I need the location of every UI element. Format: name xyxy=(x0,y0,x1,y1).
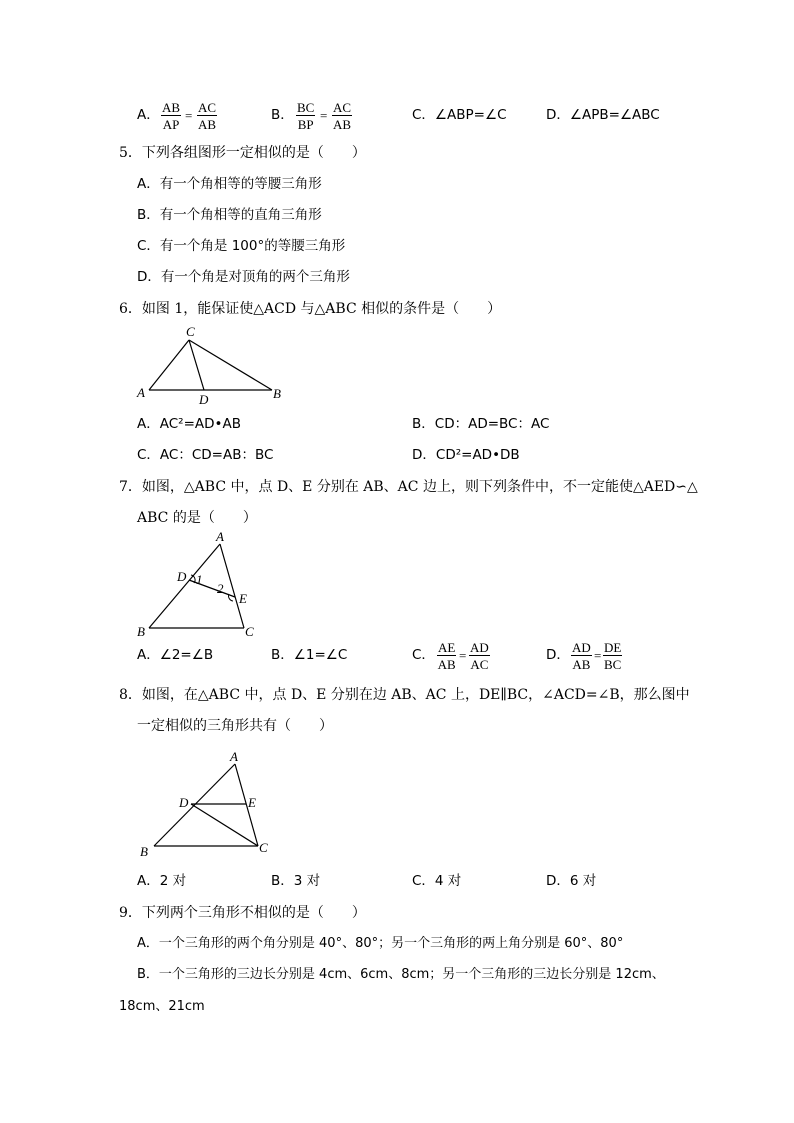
q4-option-b-label: B． xyxy=(271,107,294,123)
q5-option-a: A．有一个角相等的等腰三角形 xyxy=(137,176,322,192)
q5-stem: 5．下列各组图形一定相似的是（ ） xyxy=(119,145,366,161)
q7-option-d-label: D． xyxy=(546,647,570,663)
q6-option-a: A．AC²=AD•AB xyxy=(137,416,241,432)
q9-option-a: A．一个三角形的两个角分别是 40°、80°；另一个三角形的两上角分别是 60°、80° xyxy=(137,936,624,951)
vertex-label-e: E xyxy=(248,795,256,810)
q7-option-d-fraction-2 xyxy=(603,641,622,671)
denominator: AB xyxy=(572,657,591,672)
q4-option-a-fraction-2 xyxy=(197,101,217,131)
vertex-label-a: A xyxy=(230,749,238,764)
vertex-label-b: B xyxy=(273,386,281,401)
q5-option-c: C．有一个角是 100°的等腰三角形 xyxy=(137,238,346,254)
numerator: BC xyxy=(297,100,315,115)
numerator: AD xyxy=(572,640,591,655)
q8-triangle-figure xyxy=(134,748,284,860)
denominator: AB xyxy=(333,117,352,132)
q7-triangle-figure xyxy=(134,530,264,640)
q4-option-a-fraction-1 xyxy=(161,101,181,131)
angle-label-1: 1 xyxy=(196,572,203,587)
q9-option-b-line-1: B．一个三角形的三边长分别是 4cm、6cm、8cm；另一个三角形的三边长分别是 12cm、 xyxy=(137,967,665,982)
q6-option-c: C．AC：CD=AB：BC xyxy=(137,447,274,463)
vertex-label-d: D xyxy=(179,795,189,810)
vertex-label-a: A xyxy=(216,530,224,544)
q8-stem-line-1: 8．如图，在△ABC 中，点 D、E 分别在边 AB、AC 上，DE∥BC，∠ACD=∠B，那么图中 xyxy=(119,687,690,703)
numerator: AE xyxy=(438,640,456,655)
q4-option-a-label: A． xyxy=(137,107,160,123)
q7-option-c-fraction-1 xyxy=(437,641,456,671)
q4-option-b-fraction-2 xyxy=(332,101,352,131)
angle-label-2: 2 xyxy=(217,581,224,596)
q8-stem-line-2: 一定相似的三角形共有（ ） xyxy=(137,718,333,734)
q7-option-d-fraction-1 xyxy=(571,641,592,671)
vertex-label-b: B xyxy=(140,844,148,859)
vertex-label-d: D xyxy=(199,392,209,406)
q4-option-c: C．∠ABP=∠C xyxy=(412,107,507,123)
q8-option-c: C．4 对 xyxy=(412,873,462,889)
q7-stem-line-1: 7．如图，△ABC 中，点 D、E 分别在 AB、AC 边上，则下列条件中，不一定能使△AED∽△ xyxy=(119,479,698,495)
q6-triangle-figure xyxy=(134,324,294,406)
q5-option-b: B．有一个角相等的直角三角形 xyxy=(137,207,322,223)
numerator: DE xyxy=(604,640,622,655)
numerator: AD xyxy=(470,640,489,655)
denominator: BC xyxy=(604,657,622,672)
q4-option-b-fraction-1 xyxy=(296,101,315,131)
q9-option-b-line-2: 18cm、21cm xyxy=(119,999,205,1014)
q8-option-a: A．2 对 xyxy=(137,873,187,889)
equals-sign: = xyxy=(459,648,467,663)
denominator: AB xyxy=(437,657,456,672)
equals-sign: = xyxy=(594,648,602,663)
numerator: AC xyxy=(198,100,217,115)
vertex-label-d: D xyxy=(177,569,187,584)
q6-option-b: B．CD：AD=BC：AC xyxy=(412,416,550,432)
q5-option-d: D．有一个角是对顶角的两个三角形 xyxy=(137,269,350,285)
q7-option-a: A．∠2=∠B xyxy=(137,647,214,663)
vertex-label-c: C xyxy=(186,324,195,339)
vertex-label-a: A xyxy=(137,385,145,400)
q8-option-b: B．3 对 xyxy=(271,873,321,889)
q8-option-d: D．6 对 xyxy=(546,873,597,889)
equals-sign: = xyxy=(320,108,328,123)
q4-option-d: D．∠APB=∠ABC xyxy=(546,107,660,123)
vertex-label-b: B xyxy=(137,624,145,639)
q6-option-d: D．CD²=AD•DB xyxy=(412,447,520,463)
q7-stem-line-2: ABC 的是（ ） xyxy=(137,510,257,526)
q6-stem: 6．如图 1，能保证使△ACD 与△ABC 相似的条件是（ ） xyxy=(119,301,502,317)
denominator: BP xyxy=(297,117,314,132)
denominator: AP xyxy=(162,117,180,132)
vertex-label-c: C xyxy=(259,840,268,855)
denominator: AB xyxy=(198,117,217,132)
q7-option-c-fraction-2 xyxy=(469,641,490,671)
q7-option-b: B．∠1=∠C xyxy=(271,647,348,663)
vertex-label-c: C xyxy=(245,624,254,639)
q9-stem: 9．下列两个三角形不相似的是（ ） xyxy=(119,905,366,921)
numerator: AB xyxy=(162,100,181,115)
vertex-label-e: E xyxy=(239,591,247,606)
numerator: AC xyxy=(333,100,352,115)
denominator: AC xyxy=(470,657,489,672)
equals-sign: = xyxy=(185,108,193,123)
q7-option-c-label: C． xyxy=(412,647,435,663)
